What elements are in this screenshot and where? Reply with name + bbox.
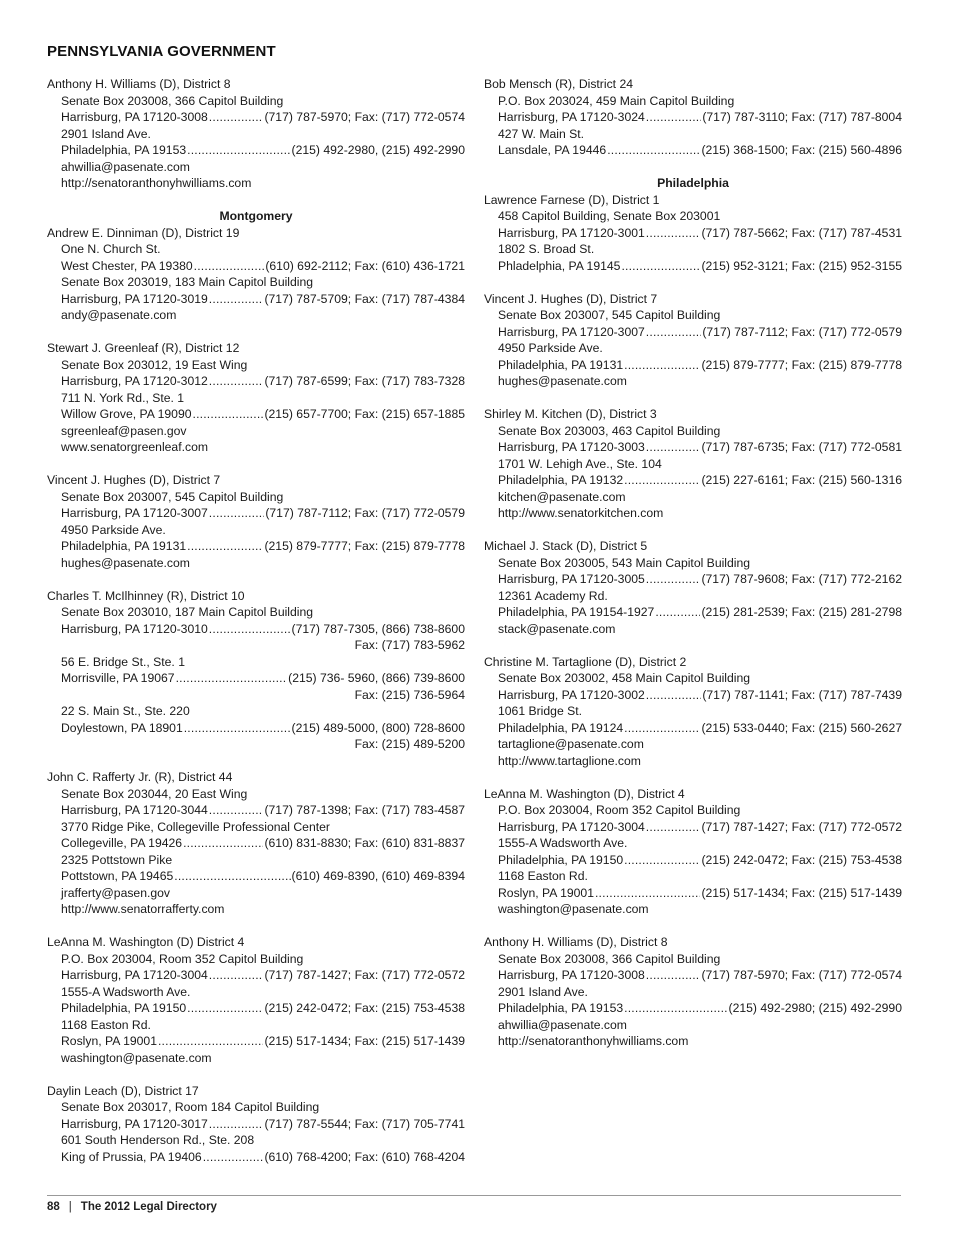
city-state-zip: Willow Grove, PA 19090 (61, 407, 192, 421)
dot-leader (646, 109, 702, 126)
address-line: Senate Box 203017, Room 184 Capitol Building (61, 1100, 320, 1114)
dot-leader (194, 258, 265, 275)
city-state-zip: Harrisburg, PA 17120-3012 (61, 374, 208, 388)
city-state-zip: Philadelphia, PA 19131 (498, 357, 624, 372)
dot-leader (187, 538, 263, 555)
city-state-zip: Harrisburg, PA 17120-3010 (61, 621, 208, 636)
dot-leader (646, 819, 701, 836)
address-line: ahwillia@pasenate.com (61, 159, 190, 174)
address-line: Senate Box 203010, 187 Main Capitol Building (61, 605, 314, 619)
address-line: P.O. Box 203004, Room 352 Capitol Building (498, 803, 741, 817)
address-line: 458 Capitol Building, Senate Box 203001 (498, 209, 721, 223)
footer-separator: | (68, 1201, 72, 1213)
city-state-zip: Harrisburg, PA 17120-3007 (498, 324, 645, 339)
dot-leader (174, 868, 290, 885)
address-line: 1555-A Wadsworth Ave. (498, 836, 628, 850)
senator-entry (47, 76, 465, 192)
phone-fax: (717) 787-9608; Fax: (717) 772-2162 (701, 572, 902, 586)
city-state-zip: Harrisburg, PA 17120-3008 (61, 110, 208, 124)
city-state-zip: Harrisburg, PA 17120-3024 (498, 110, 645, 124)
dot-leader (646, 967, 701, 984)
phone-fax: (215) 242-0472; Fax: (215) 753-4538 (264, 1001, 465, 1015)
address-phone-line (484, 142, 902, 159)
dot-leader (187, 1000, 263, 1017)
senator-name: Andrew E. Dinniman (D), District 19 (47, 225, 240, 240)
address-phone-line (47, 1000, 465, 1017)
section-heading: Philadelphia (657, 176, 729, 190)
city-state-zip: Philadelphia, PA 19154-1927 (498, 605, 655, 619)
city-state-zip: Harrisburg, PA 17120-3008 (498, 968, 645, 982)
city-state-zip: Harrisburg, PA 17120-3017 (61, 1116, 208, 1131)
page-number: 88 (47, 1201, 60, 1213)
senator-name: LeAnna M. Washington (D), District 4 (484, 786, 685, 801)
phone-fax: (215) 533-0440; Fax: (215) 560-2627 (701, 720, 902, 735)
address-line: http://www.tartaglione.com (498, 753, 641, 768)
address-line: Senate Box 203019, 183 Main Capitol Building (61, 275, 314, 289)
address-line: 1701 W. Lehigh Ave., Ste. 104 (498, 456, 662, 471)
dot-leader (183, 835, 263, 852)
dot-leader (624, 357, 700, 374)
page-footer (47, 1201, 217, 1213)
city-state-zip: Phladelphia, PA 19145 (498, 258, 621, 273)
address-line: hughes@pasenate.com (498, 374, 627, 388)
address-phone-line (47, 967, 465, 984)
city-state-zip: Lansdale, PA 19446 (498, 143, 607, 157)
address-line: 601 South Henderson Rd., Ste. 208 (61, 1133, 255, 1147)
senator-entry (484, 291, 902, 390)
address-line: Senate Box 203008, 366 Capitol Building (61, 93, 284, 108)
address-phone-line (484, 571, 902, 588)
dot-leader (595, 885, 700, 902)
address-phone-line (47, 258, 465, 275)
dot-leader (176, 670, 288, 687)
senator-name: LeAnna M. Washington (D) District 4 (47, 935, 245, 949)
address-phone-line (484, 109, 902, 126)
address-line: hughes@pasenate.com (61, 555, 190, 570)
phone-fax: (717) 787-5970; Fax: (717) 772-0574 (701, 968, 902, 982)
senator-entry (47, 769, 465, 918)
senator-name: Lawrence Farnese (D), District 1 (484, 192, 660, 207)
address-phone-line (484, 225, 902, 242)
address-phone-line (47, 1116, 465, 1133)
address-line: Senate Box 203005, 543 Main Capitol Building (498, 555, 751, 570)
city-state-zip: Philadelphia, PA 19150 (498, 852, 624, 867)
address-phone-line (484, 472, 902, 489)
address-phone-line (484, 258, 902, 275)
dot-leader (621, 258, 700, 275)
city-state-zip: Pottstown, PA 19465 (61, 869, 174, 883)
phone-fax: (717) 787-1427; Fax: (717) 772-0572 (264, 968, 465, 982)
senator-name: Christine M. Tartaglione (D), District 2 (484, 654, 687, 669)
city-state-zip: Doylestown, PA 18901 (61, 720, 183, 735)
city-state-zip: West Chester, PA 19380 (61, 258, 193, 273)
address-phone-line (47, 109, 465, 126)
address-phone-line (47, 802, 465, 819)
address-phone-line (47, 1033, 465, 1050)
dot-leader (646, 324, 702, 341)
dot-leader (209, 505, 265, 522)
city-state-zip: Harrisburg, PA 17120-3002 (498, 687, 645, 702)
dot-leader (646, 439, 701, 456)
senator-name: Vincent J. Hughes (D), District 7 (47, 473, 221, 487)
address-line: http://www.senatorkitchen.com (498, 506, 664, 520)
city-state-zip: Philadelphia, PA 19131 (61, 539, 187, 553)
address-phone-line (47, 720, 465, 737)
senator-entry (47, 588, 465, 753)
dot-leader (209, 621, 291, 638)
address-line: One N. Church St. (61, 242, 161, 256)
address-line: 12361 Academy Rd. (498, 588, 608, 603)
phone-fax: (717) 787-6599; Fax: (717) 783-7328 (264, 374, 465, 388)
senator-name: Charles T. McIlhinney (R), District 10 (47, 588, 245, 603)
phone-fax: (610) 768-4200; Fax: (610) 768-4204 (264, 1149, 465, 1164)
address-phone-line (484, 819, 902, 836)
senator-name: Stewart J. Greenleaf (R), District 12 (47, 341, 240, 355)
dot-leader (209, 1116, 264, 1133)
address-phone-line (47, 291, 465, 308)
address-line: 1555-A Wadsworth Ave. (61, 984, 191, 999)
address-line: P.O. Box 203024, 459 Main Capitol Building (498, 93, 735, 108)
fax-line: Fax: (717) 783-5962 (354, 638, 465, 652)
phone-fax: (215) 657-7700; Fax: (215) 657-1885 (264, 407, 465, 421)
phone-fax: (610) 831-8830; Fax: (610) 831-8837 (264, 836, 465, 850)
dot-leader (607, 142, 700, 159)
senator-name: Anthony H. Williams (D), District 8 (47, 77, 231, 91)
dot-leader (646, 225, 701, 242)
phone-fax: (215) 368-1500; Fax: (215) 560-4896 (701, 143, 902, 157)
dot-leader (193, 406, 264, 423)
phone-fax: (610) 692-2112; Fax: (610) 436-1721 (265, 258, 465, 273)
city-state-zip: Morrisville, PA 19067 (61, 671, 175, 685)
address-line: washington@pasenate.com (61, 1050, 212, 1065)
senator-entry (47, 934, 465, 1066)
address-line: Senate Box 203044, 20 East Wing (61, 786, 248, 801)
city-state-zip: Harrisburg, PA 17120-3004 (498, 819, 645, 834)
city-state-zip: King of Prussia, PA 19406 (61, 1149, 202, 1164)
senator-name: Daylin Leach (D), District 17 (47, 1083, 199, 1098)
address-line: 1168 Easton Rd. (498, 869, 588, 883)
address-phone-line (47, 406, 465, 423)
dot-leader (203, 1149, 264, 1166)
footer-divider (47, 1195, 901, 1196)
senator-entry (484, 192, 902, 275)
phone-fax: (717) 787-5970; Fax: (717) 772-0574 (264, 110, 465, 124)
address-phone-line (484, 439, 902, 456)
senator-entry (47, 1083, 465, 1166)
address-phone-line (47, 868, 465, 885)
city-state-zip: Harrisburg, PA 17120-3003 (498, 440, 645, 454)
dot-leader (624, 852, 700, 869)
dot-leader (624, 720, 700, 737)
phone-fax: (717) 787-7112; Fax: (717) 772-0579 (702, 324, 902, 339)
dot-leader (655, 604, 700, 621)
phone-fax: (215) 879-7777; Fax: (215) 879-7778 (701, 357, 902, 372)
address-line: 22 S. Main St., Ste. 220 (61, 704, 190, 718)
dot-leader (187, 142, 290, 159)
address-line: 2325 Pottstown Pike (61, 852, 173, 867)
fax-line: Fax: (215) 736-5964 (354, 687, 465, 702)
address-line: Senate Box 203007, 545 Capitol Building (61, 489, 284, 504)
phone-fax: (717) 787-1398; Fax: (717) 783-4587 (264, 803, 465, 817)
address-line: Senate Box 203003, 463 Capitol Building (498, 423, 721, 438)
section-heading: Montgomery (219, 209, 293, 223)
dot-leader (209, 291, 264, 308)
phone-fax: (215) 879-7777; Fax: (215) 879-7778 (264, 539, 465, 553)
dot-leader (646, 571, 701, 588)
address-phone-line (47, 142, 465, 159)
senator-entry (47, 472, 465, 571)
senator-entry (484, 654, 902, 770)
address-line: 3770 Ridge Pike, Collegeville Professional Center (61, 819, 330, 834)
senator-name: Anthony H. Williams (D), District 8 (484, 935, 668, 949)
fax-line: Fax: (215) 489-5200 (354, 737, 465, 751)
address-line: 2901 Island Ave. (498, 984, 588, 999)
senator-name: Michael J. Stack (D), District 5 (484, 539, 648, 553)
address-phone-line (484, 1000, 902, 1017)
phone-fax: (215) 492-2980, (215) 492-2990 (291, 143, 465, 157)
address-line: 1061 Bridge St. (498, 704, 583, 718)
senator-name: Shirley M. Kitchen (D), District 3 (484, 407, 657, 421)
city-state-zip: Harrisburg, PA 17120-3001 (498, 225, 645, 240)
address-phone-line (484, 687, 902, 704)
senator-entry (47, 225, 465, 324)
address-line: andy@pasenate.com (61, 308, 177, 322)
city-state-zip: Philadelphia, PA 19153 (61, 143, 187, 157)
dot-leader (158, 1033, 263, 1050)
address-line: 4950 Parkside Ave. (498, 341, 603, 355)
address-line: 427 W. Main St. (498, 126, 585, 141)
address-line: kitchen@pasenate.com (498, 489, 626, 504)
phone-fax: (215) 242-0472; Fax: (215) 753-4538 (701, 852, 902, 867)
dot-leader (209, 373, 264, 390)
address-line: 1802 S. Broad St. (498, 242, 595, 256)
publication-title: The 2012 Legal Directory (80, 1201, 217, 1213)
address-phone-line (47, 621, 465, 638)
city-state-zip: Philadelphia, PA 19150 (61, 1001, 187, 1015)
address-phone-line (484, 967, 902, 984)
senator-name: John C. Rafferty Jr. (R), District 44 (47, 770, 233, 784)
senator-entry (484, 76, 902, 159)
senator-name: Vincent J. Hughes (D), District 7 (484, 291, 658, 306)
phone-fax: (717) 787-7112; Fax: (717) 772-0579 (265, 506, 465, 520)
address-line: sgreenleaf@pasen.gov (61, 423, 187, 438)
senator-entry (484, 406, 902, 522)
city-state-zip: Philadelphia, PA 19153 (498, 1001, 624, 1015)
address-phone-line (47, 835, 465, 852)
city-state-zip: Philadelphia, PA 19124 (498, 720, 624, 735)
phone-fax: (215) 952-3121; Fax: (215) 952-3155 (701, 258, 902, 273)
city-state-zip: Philadelphia, PA 19132 (498, 473, 624, 487)
phone-fax: (717) 787-7305, (866) 738-8600 (291, 621, 465, 636)
city-state-zip: Roslyn, PA 19001 (498, 885, 594, 900)
address-line: http://senatoranthonyhwilliams.com (498, 1034, 689, 1048)
address-line: 4950 Parkside Ave. (61, 522, 166, 537)
phone-fax: (215) 736- 5960, (866) 739-8600 (288, 671, 465, 685)
city-state-zip: Roslyn, PA 19001 (61, 1034, 157, 1048)
phone-fax: (215) 489-5000, (800) 728-8600 (291, 720, 465, 735)
city-state-zip: Harrisburg, PA 17120-3019 (61, 291, 208, 306)
phone-fax: (610) 469-8390, (610) 469-8394 (291, 869, 465, 883)
dot-leader (209, 967, 264, 984)
address-phone-line (484, 604, 902, 621)
senator-entry (484, 538, 902, 637)
address-line: Senate Box 203008, 366 Capitol Building (498, 951, 721, 966)
phone-fax: (717) 787-5662; Fax: (717) 787-4531 (701, 225, 902, 240)
senator-entry (484, 934, 902, 1050)
address-line: stack@pasenate.com (498, 621, 616, 636)
city-state-zip: Harrisburg, PA 17120-3007 (61, 506, 208, 520)
address-line: http://senatoranthonyhwilliams.com (61, 176, 252, 190)
address-line: Senate Box 203007, 545 Capitol Building (498, 308, 721, 322)
address-line: washington@pasenate.com (498, 902, 649, 916)
city-state-zip: Harrisburg, PA 17120-3005 (498, 572, 645, 586)
address-phone-line (484, 885, 902, 902)
city-state-zip: Collegeville, PA 19426 (61, 836, 183, 850)
dot-leader (209, 109, 264, 126)
dot-leader (624, 472, 700, 489)
address-line: www.senatorgreenleaf.com (61, 440, 208, 454)
phone-fax: (717) 787-1427; Fax: (717) 772-0572 (701, 819, 902, 834)
address-line: tartaglione@pasenate.com (498, 737, 644, 751)
address-line: 2901 Island Ave. (61, 126, 151, 141)
address-phone-line (484, 357, 902, 374)
phone-fax: (215) 281-2539; Fax: (215) 281-2798 (701, 605, 902, 619)
city-state-zip: Harrisburg, PA 17120-3044 (61, 803, 208, 817)
city-state-zip: Harrisburg, PA 17120-3004 (61, 968, 208, 982)
phone-fax: (717) 787-1141; Fax: (717) 787-7439 (702, 687, 902, 702)
address-phone-line (484, 324, 902, 341)
address-line: http://www.senatorrafferty.com (61, 902, 225, 916)
right-column (484, 76, 902, 1066)
dot-leader (646, 687, 702, 704)
phone-fax: (717) 787-5544; Fax: (717) 705-7741 (264, 1116, 465, 1131)
phone-fax: (215) 227-6161; Fax: (215) 560-1316 (701, 473, 902, 487)
address-line: 711 N. York Rd., Ste. 1 (61, 390, 185, 405)
dot-leader (184, 720, 291, 737)
phone-fax: (717) 787-5709; Fax: (717) 787-4384 (264, 291, 465, 306)
address-line: P.O. Box 203004, Room 352 Capitol Building (61, 951, 304, 966)
address-line: 1168 Easton Rd. (61, 1017, 151, 1032)
address-line: jrafferty@pasen.gov (61, 885, 171, 900)
senator-name: Bob Mensch (R), District 24 (484, 77, 633, 91)
address-phone-line (47, 505, 465, 522)
address-phone-line (47, 1149, 465, 1166)
address-phone-line (484, 852, 902, 869)
address-phone-line (47, 670, 465, 687)
dot-leader (624, 1000, 727, 1017)
address-line: 56 E. Bridge St., Ste. 1 (61, 654, 185, 669)
address-line: Senate Box 203002, 458 Main Capitol Building (498, 671, 751, 685)
address-phone-line (47, 373, 465, 390)
phone-fax: (717) 787-6735; Fax: (717) 772-0581 (701, 440, 902, 454)
address-phone-line (484, 720, 902, 737)
address-phone-line (47, 538, 465, 555)
page-title: PENNSYLVANIA GOVERNMENT (47, 43, 276, 60)
phone-fax: (215) 492-2980; (215) 492-2990 (728, 1001, 902, 1015)
phone-fax: (215) 517-1434; Fax: (215) 517-1439 (701, 885, 902, 900)
phone-fax: (717) 787-3110; Fax: (717) 787-8004 (702, 110, 902, 124)
left-column (47, 76, 465, 1182)
senator-entry (47, 340, 465, 456)
address-line: Senate Box 203012, 19 East Wing (61, 357, 248, 372)
senator-entry (484, 786, 902, 918)
phone-fax: (215) 517-1434; Fax: (215) 517-1439 (264, 1034, 465, 1048)
address-line: ahwillia@pasenate.com (498, 1017, 627, 1032)
dot-leader (209, 802, 264, 819)
